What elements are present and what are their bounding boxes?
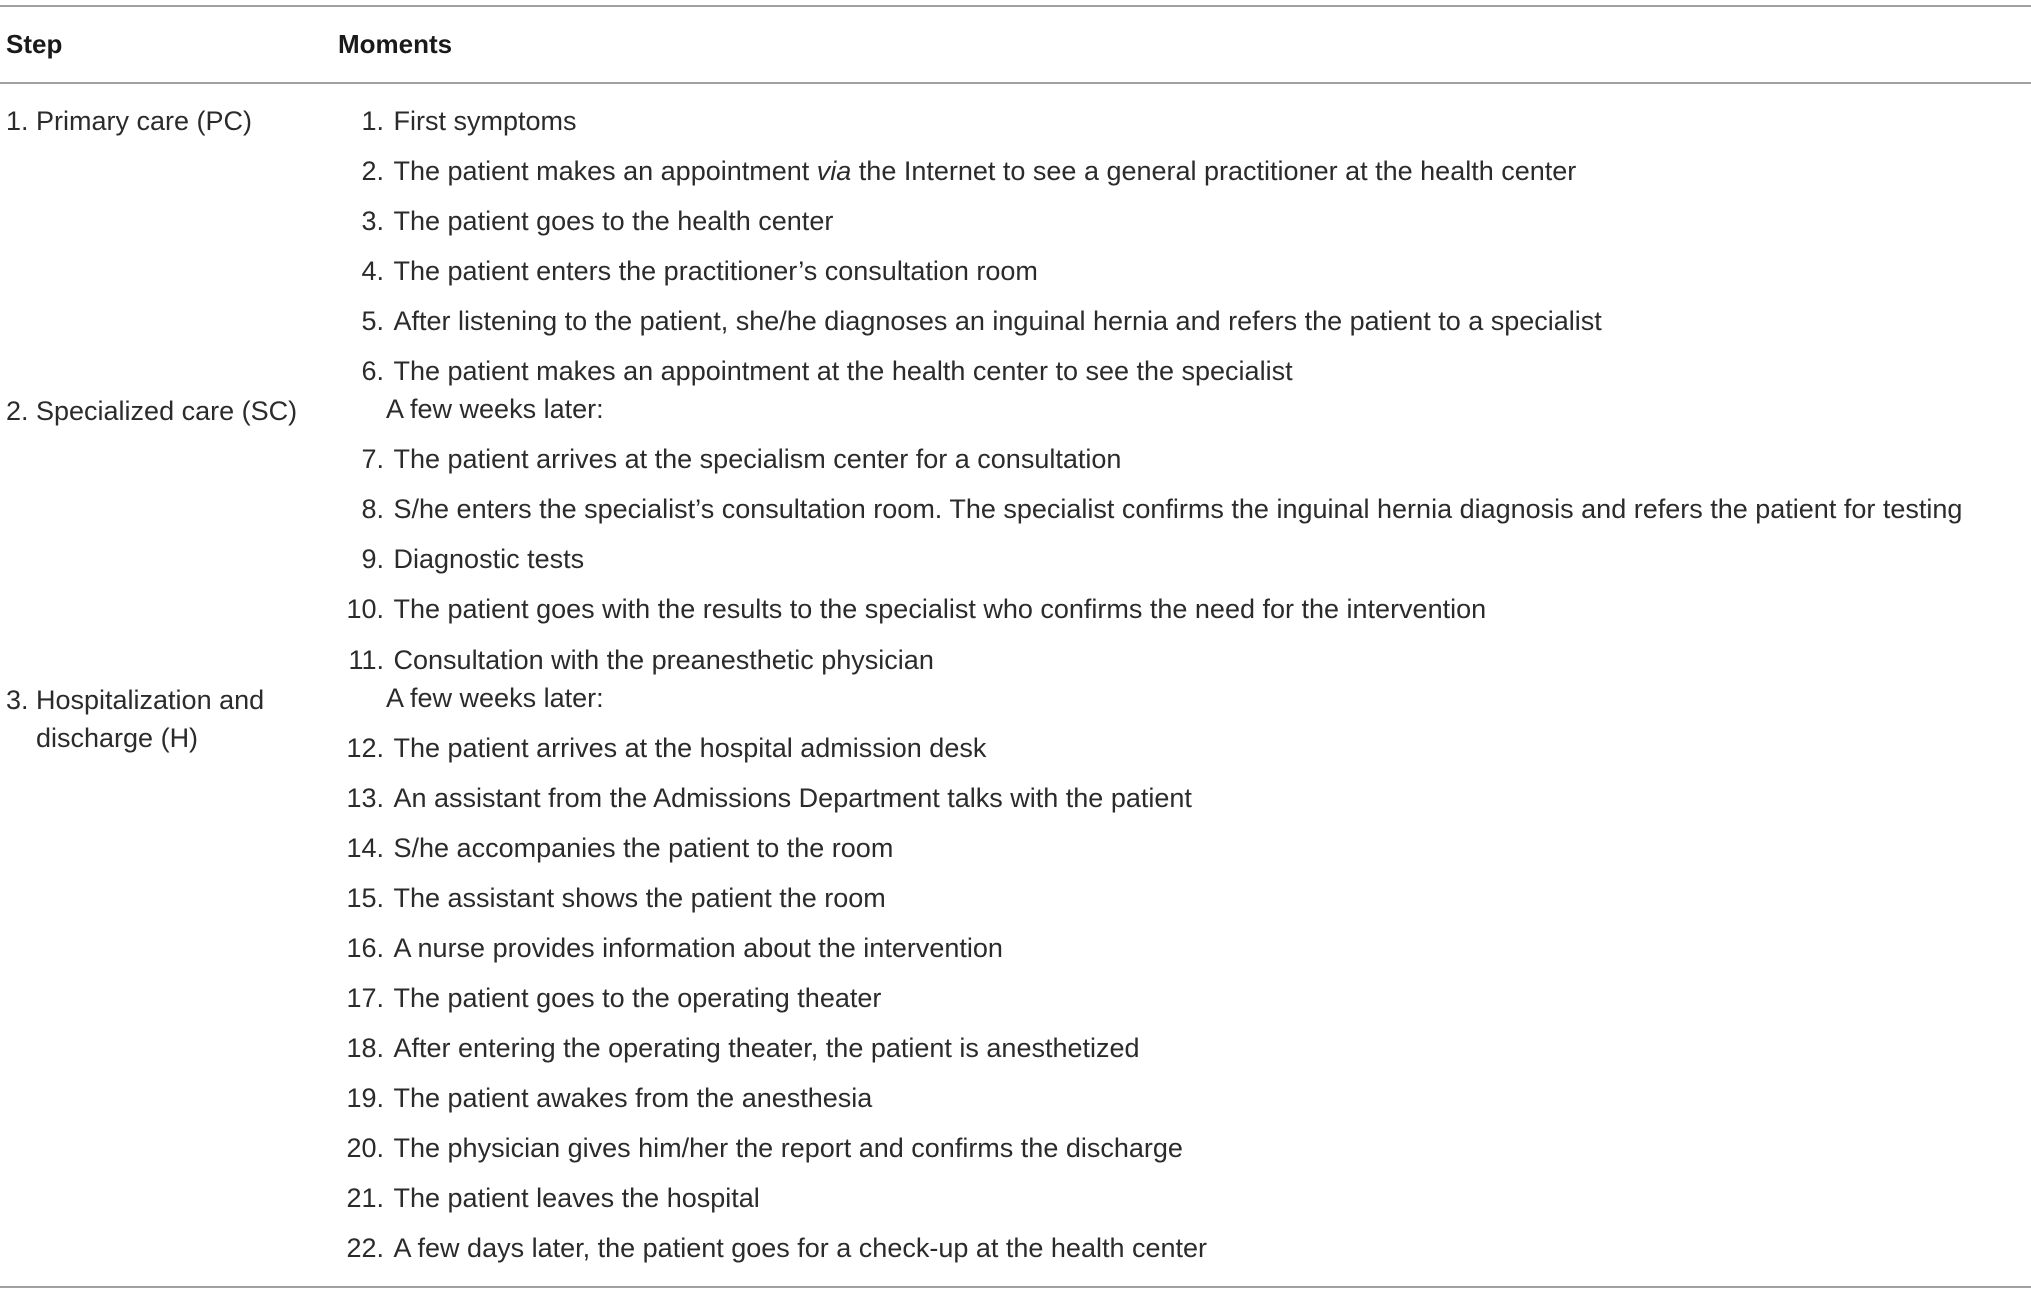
step-label: Specialized care (SC): [36, 396, 298, 426]
moment-number: 13.: [346, 783, 384, 813]
moment-number: 18.: [346, 1033, 384, 1063]
moment-text: Consultation with the preanesthetic physician: [393, 645, 934, 675]
list-item: [320, 729, 986, 767]
moment-text: The patient goes with the results to the specialist who confirms the need for the intervention: [393, 594, 1487, 624]
step-number: 2.: [6, 396, 29, 426]
moment-number: 15.: [346, 883, 384, 913]
moment-number: 5.: [361, 306, 384, 336]
list-item: [320, 1179, 760, 1217]
list-item: [320, 490, 1962, 528]
moment-text: S/he accompanies the patient to the room: [393, 833, 894, 863]
list-item: [320, 779, 1192, 817]
list-item: [320, 590, 1486, 628]
moment-text: The patient awakes from the anesthesia: [393, 1083, 873, 1113]
moment-text: After listening to the patient, she/he diagnoses an inguinal hernia and refers the patient to a specialist: [393, 306, 1602, 336]
moment-number: 6.: [361, 356, 384, 386]
step-label-continued: discharge (H): [36, 723, 199, 753]
moment-number: 8.: [361, 494, 384, 524]
moment-number: 12.: [346, 733, 384, 763]
header-divider-rule: [0, 82, 2031, 84]
moment-number: 9.: [361, 544, 384, 574]
moment-text: The assistant shows the patient the room: [393, 883, 886, 913]
moment-text: The physician gives him/her the report and confirms the discharge: [393, 1133, 1183, 1163]
step-label: Primary care (PC): [36, 106, 253, 136]
step-label: Hospitalization and: [36, 685, 265, 715]
moment-number: 2.: [361, 156, 384, 186]
moment-number: 17.: [346, 983, 384, 1013]
moment-number: 22.: [346, 1233, 384, 1263]
moment-text: The patient arrives at the hospital admission desk: [393, 733, 987, 763]
list-item: [320, 352, 1293, 424]
moment-number: 7.: [361, 444, 384, 474]
moment-text: S/he enters the specialist’s consultation room. The specialist confirms the inguinal hernia diagnosis and refers the patient for testing: [393, 494, 1963, 524]
moment-text: An assistant from the Admissions Department talks with the patient: [393, 783, 1192, 813]
moment-note: A few weeks later:: [386, 683, 604, 713]
list-item: [320, 202, 833, 240]
moment-number: 4.: [361, 256, 384, 286]
column-header-moments: Moments: [338, 29, 453, 59]
moment-number: 19.: [346, 1083, 384, 1113]
list-item: [320, 979, 881, 1017]
list-item: [320, 102, 577, 140]
step-hospitalization: [6, 681, 264, 757]
step-number: 3.: [6, 685, 29, 715]
column-header-step: Step: [6, 29, 63, 59]
list-item: [320, 152, 1576, 190]
list-item: [320, 302, 1602, 340]
table-bottom-rule: [0, 1286, 2031, 1288]
list-item: [320, 829, 893, 867]
list-item: [320, 1079, 872, 1117]
moment-number: 10.: [346, 594, 384, 624]
step-primary-care: [6, 102, 252, 140]
list-item: [320, 641, 934, 713]
moment-text: First symptoms: [393, 106, 577, 136]
moment-number: 21.: [346, 1183, 384, 1213]
moment-text: Diagnostic tests: [393, 544, 585, 574]
moment-number: 20.: [346, 1133, 384, 1163]
list-item: [320, 1129, 1183, 1167]
step-number: 1.: [6, 106, 29, 136]
list-item: [320, 540, 584, 578]
moment-text: The patient makes an appointment at the health center to see the specialist: [393, 356, 1293, 386]
moment-text: The patient goes to the health center: [393, 206, 834, 236]
moment-text: After entering the operating theater, the patient is anesthetized: [393, 1033, 1140, 1063]
moment-text: The patient arrives at the specialism center for a consultation: [393, 444, 1122, 474]
moment-number: 14.: [346, 833, 384, 863]
moment-number: 16.: [346, 933, 384, 963]
moment-text: A nurse provides information about the intervention: [393, 933, 1003, 963]
list-item: [320, 1229, 1207, 1267]
list-item: [320, 440, 1121, 478]
moment-text: The patient goes to the operating theater: [393, 983, 882, 1013]
moment-number: 1.: [361, 106, 384, 136]
moment-note: A few weeks later:: [386, 394, 604, 424]
list-item: [320, 879, 886, 917]
moment-text: A few days later, the patient goes for a check-up at the health center: [393, 1233, 1208, 1263]
list-item: [320, 1029, 1140, 1067]
moment-text: The patient enters the practitioner’s consultation room: [393, 256, 1038, 286]
moment-text: The patient leaves the hospital: [393, 1183, 760, 1213]
table-top-rule: [0, 5, 2031, 7]
moment-number: 11.: [348, 645, 384, 675]
list-item: [320, 252, 1038, 290]
step-specialized-care: [6, 392, 297, 430]
moment-text: The patient makes an appointment via the Internet to see a general practitioner at the health center: [393, 156, 1577, 186]
moment-number: 3.: [361, 206, 384, 236]
list-item: [320, 929, 1003, 967]
